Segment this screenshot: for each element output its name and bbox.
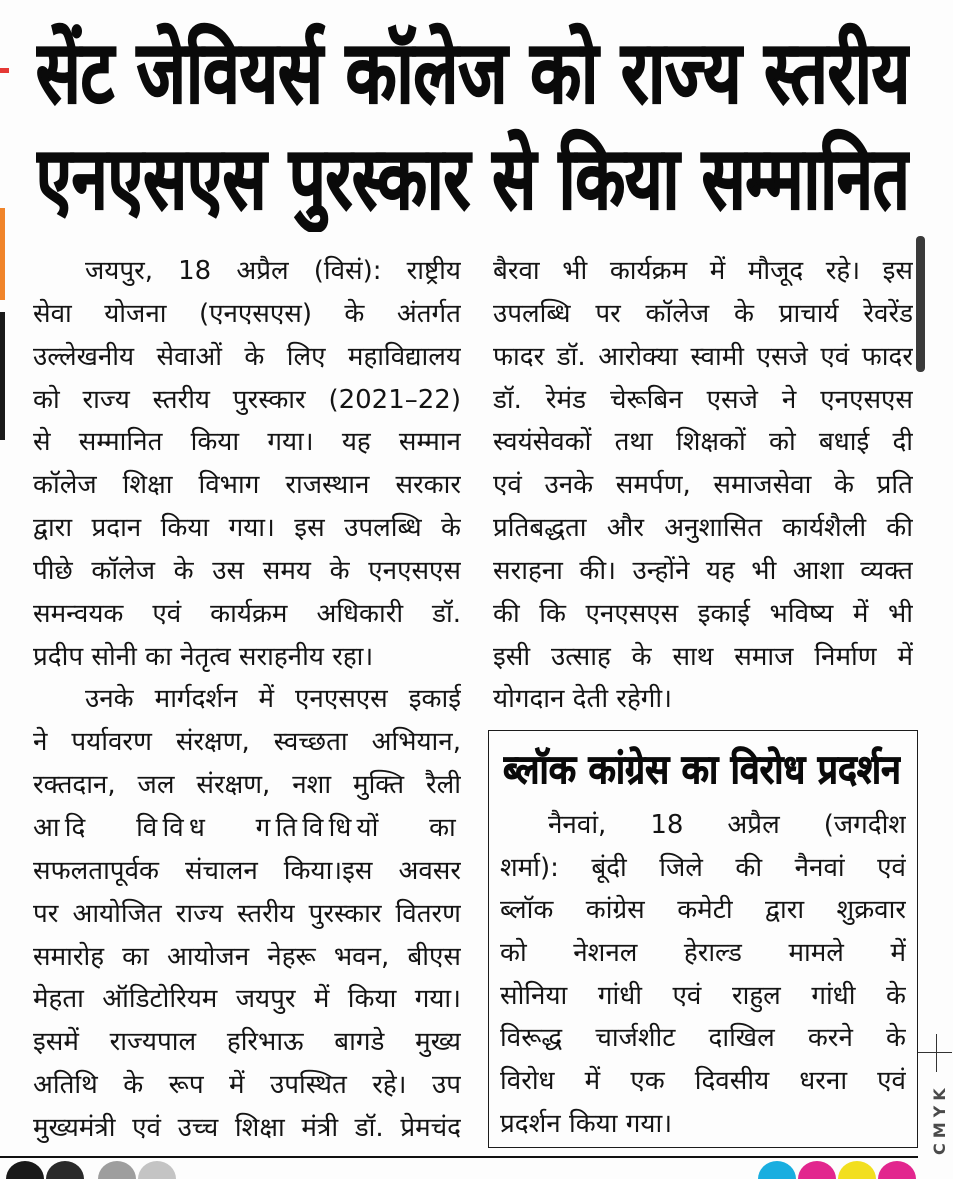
right-column-line-3: फादर डॉ. आरोक्या स्वामी एसजे एवं फादर	[493, 341, 913, 372]
left-column-line-8: पीछे कॉलेज के उस समय के एनएसएस	[33, 555, 461, 586]
color-dot-yellow	[838, 1161, 876, 1179]
color-dot-magenta	[798, 1161, 836, 1179]
headline	[36, 20, 910, 232]
headline-line-1-text: सेंट जेवियर्स कॉलेज को राज्य स्तरीय	[36, 23, 910, 123]
box-line-7: विरोध में एक दिवसीय धरना एवं	[500, 1066, 906, 1097]
left-column-line-19: इसमें राज्यपाल हरिभाऊ बागडे मुख्य	[33, 1027, 461, 1058]
right-column-line-5: स्वयंसेवकों तथा शिक्षकों को बधाई दी	[493, 427, 913, 458]
left-column-line-7: द्वारा प्रदान किया गया। इस उपलब्धि के	[33, 513, 461, 544]
left-column-line-17: समारोह का आयोजन नेहरू भवन, बीएस	[33, 941, 461, 972]
left-column-line-5: से सम्मानित किया गया। यह सम्मान	[33, 427, 461, 458]
registration-dot-black	[6, 1161, 44, 1179]
right-column-line-9: की कि एनएसएस इकाई भविष्य में भी	[493, 598, 913, 629]
left-column-line-13: रक्तदान, जल संरक्षण, नशा मुक्ति रैली	[33, 770, 461, 801]
print-mark-black	[0, 312, 5, 440]
crop-crosshair-horizontal	[918, 1052, 952, 1053]
right-column-line-1: बैरवा भी कार्यक्रम में मौजूद रहे। इस	[493, 256, 913, 286]
right-column-line-8: सराहना की। उन्होंने यह भी आशा व्यक्त	[493, 555, 913, 586]
print-mark-orange	[0, 208, 5, 300]
left-column-line-3: उल्लेखनीय सेवाओं के लिए महाविद्यालय	[33, 341, 461, 372]
box-headline	[503, 739, 901, 801]
left-column-line-1: जयपुर, 18 अप्रैल (विसं): राष्ट्रीय	[85, 256, 461, 286]
cmyk-label: CMYK	[930, 1083, 949, 1155]
crop-crosshair-vertical	[936, 1034, 937, 1072]
box-line-5: सोनिया गांधी एवं राहुल गांधी के	[500, 980, 906, 1011]
left-column-line-20: अतिथि के रूप में उपस्थित रहे। उप	[33, 1070, 461, 1101]
left-column-line-2: सेवा योजना (एनएसएस) के अंतर्गत	[33, 298, 461, 329]
right-column-line-6: एवं उनके समर्पण, समाजसेवा के प्रति	[493, 470, 913, 501]
box-line-8: प्रदर्शन किया गया।	[500, 1108, 673, 1139]
right-column-line-7: प्रतिबद्धता और अनुशासित कार्यशैली की	[493, 513, 913, 544]
right-column-line-10: इसी उत्साह के साथ समाज निर्माण में	[493, 641, 913, 672]
registration-dot-dark	[46, 1161, 84, 1179]
right-column-line-2: उपलब्धि पर कॉलेज के प्राचार्य रेवरेंड	[493, 298, 913, 329]
print-mark-red	[0, 68, 9, 73]
color-dot-cyan	[758, 1161, 796, 1179]
article-left-column	[33, 250, 461, 1150]
box-line-4: को नेशनल हेराल्ड मामले में	[500, 938, 906, 969]
left-column-line-11: उनके मार्गदर्शन में एनएसएस इकाई	[85, 684, 461, 715]
left-column-line-16: पर आयोजित राज्य स्तरीय पुरस्कार वितरण	[33, 898, 461, 929]
registration-dot-gray	[98, 1161, 136, 1179]
left-column-line-6: कॉलेज शिक्षा विभाग राजस्थान सरकार	[33, 470, 461, 501]
page-bottom-rule	[0, 1156, 918, 1158]
left-column-line-12: ने पर्यावरण संरक्षण, स्वच्छता अभियान,	[33, 727, 461, 758]
right-column-line-11: योगदान देती रहेगी।	[493, 684, 672, 715]
boxed-news-brief	[488, 730, 918, 1148]
registration-dot-light-gray	[138, 1161, 176, 1179]
headline-line-2-text: एनएसएस पुरस्कार से किया सम्मानित	[36, 129, 910, 229]
box-body	[500, 804, 906, 1146]
print-mark-edge-bar	[916, 236, 925, 372]
left-column-line-4: को राज्य स्तरीय पुरस्कार (2021–22)	[33, 384, 461, 415]
box-line-6: विरूद्ध चार्जशीट दाखिल करने के	[500, 1023, 906, 1054]
box-line-1: नैनवां, 18 अप्रैल (जगदीश	[548, 810, 906, 840]
box-line-2: शर्मा): बूंदी जिले की नैनवां एवं	[500, 852, 906, 883]
box-line-3: ब्लॉक कांग्रेस कमेटी द्वारा शुक्रवार	[500, 895, 906, 926]
left-column-line-14: आदि विविध गतिविधियों का	[33, 812, 461, 843]
right-column-line-4: डॉ. रेमंड चेरूबिन एसजे ने एनएसएस	[493, 384, 913, 415]
headline-line-2	[36, 126, 910, 232]
left-column-line-18: मेहता ऑडिटोरियम जयपुर में किया गया।	[33, 984, 461, 1015]
article-right-column	[493, 250, 913, 721]
left-column-line-10: प्रदीप सोनी का नेतृत्व सराहनीय रहा।	[33, 641, 374, 672]
box-headline-text: ब्लॉक कांग्रेस का विरोध प्रदर्शन	[503, 747, 901, 793]
headline-line-1	[36, 20, 910, 126]
left-column-line-9: समन्वयक एवं कार्यक्रम अधिकारी डॉ.	[33, 598, 461, 629]
left-column-line-21: मुख्यमंत्री एवं उच्च शिक्षा मंत्री डॉ. प्रेमचंद	[33, 1112, 461, 1143]
left-column-line-15: सफलतापूर्वक संचालन किया।इस अवसर	[33, 855, 461, 886]
color-dot-magenta-2	[878, 1161, 916, 1179]
